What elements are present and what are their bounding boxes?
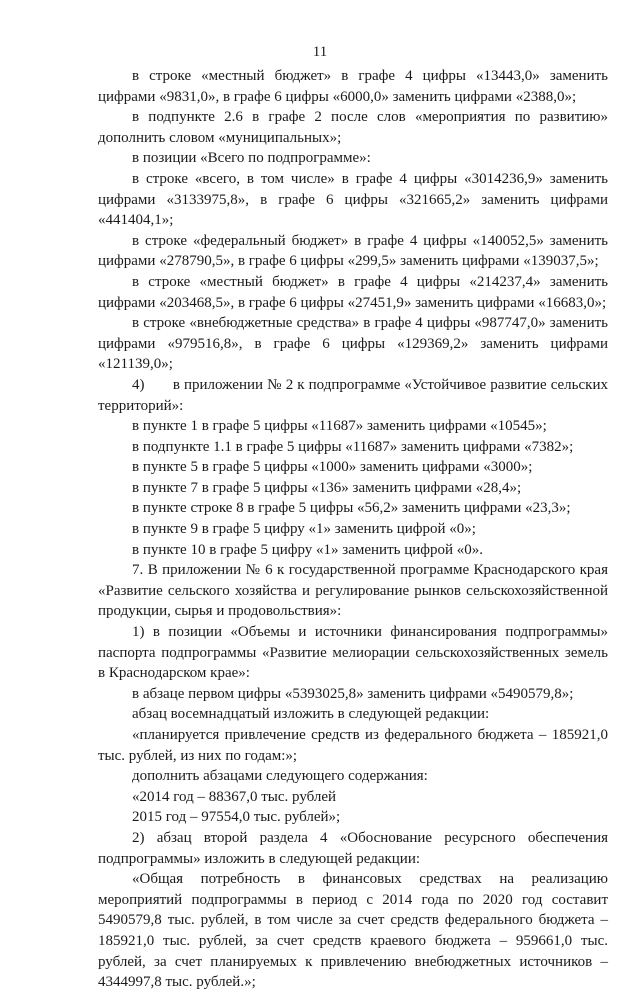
paragraph: в подпункте 1.1 в графе 5 цифры «11687» заменить цифрами «7382»; xyxy=(132,438,574,455)
paragraph: в подпункте 2.6 в графе 2 после слов «мероприятия по развитию» дополнить словом «муниципальных»; xyxy=(98,109,608,146)
paragraph: 4) в приложении № 2 к подпрограмме «Устойчивое развитие сельских территорий»: xyxy=(98,376,608,414)
paragraph: в строке «местный бюджет» в графе 4 цифры «214237,4» заменить цифрами «203468,5», в графе 6 цифры «27451,9» заменить цифрами «16683,0»; xyxy=(98,273,608,311)
paragraph: в строке «внебюджетные средства» в графе 4 цифры «987747,0» заменить цифрами «979516,8», в графе 6 цифры «129369,2» заменить цифрами «121139,0»; xyxy=(98,315,608,373)
paragraph: «Общая потребность в финансовых средствах на реализацию мероприятий подпрограммы в период с 2014 года по 2020 год составит 5490579,8 тыс. рублей, в том числе за счет средств федерального бюджета – 185921,0 тыс. рублей, за счет средств краевого бюджета – 959661,0 тыс. рублей, за счет планируемых к привлечению внебюджетных источников – 4344997,8 тыс. рублей.»; xyxy=(98,871,608,991)
document-body xyxy=(98,66,608,993)
paragraph: в абзаце первом цифры «5393025,8» заменить цифрами «5490579,8»; xyxy=(132,685,574,702)
paragraph: в пункте 9 в графе 5 цифру «1» заменить цифрой «0»; xyxy=(132,521,476,538)
paragraph: в строке «федеральный бюджет» в графе 4 цифры «140052,5» заменить цифрами «278790,5», в графе 6 цифры «299,5» заменить цифрами «139037,5»; xyxy=(98,232,608,270)
paragraph: 1) в позиции «Объемы и источники финансирования подпрограммы» паспорта подпрограммы «Развитие мелиорации сельскохозяйственных земель в Краснодарском крае»: xyxy=(98,624,608,682)
paragraph: в пункте 1 в графе 5 цифры «11687» заменить цифрами «10545»; xyxy=(132,418,547,435)
paragraph: «планируется привлечение средств из федерального бюджета – 185921,0 тыс. рублей, из них по годам:»; xyxy=(98,727,608,764)
paragraph: в пункте 5 в графе 5 цифры «1000» заменить цифрами «3000»; xyxy=(132,459,533,476)
paragraph: 7. В приложении № 6 к государственной программе Краснодарского края «Развитие сельского хозяйства и регулирование рынков сельскохозяйственной продукции, сырья и продовольствия»: xyxy=(98,562,608,620)
paragraph: в пункте строке 8 в графе 5 цифры «56,2» заменить цифрами «23,3»; xyxy=(132,500,571,517)
paragraph: в пункте 7 в графе 5 цифры «136» заменить цифрами «28,4»; xyxy=(132,479,522,496)
paragraph: 2) абзац второй раздела 4 «Обоснование ресурсного обеспечения подпрограммы» изложить в следующей редакции: xyxy=(98,829,608,867)
paragraph: в строке «местный бюджет» в графе 4 цифры «13443,0» заменить цифрами «9831,0», в графе 6 цифры «6000,0» заменить цифрами «2388,0»; xyxy=(98,68,608,105)
paragraph: в позиции «Всего по подпрограмме»: xyxy=(132,150,371,167)
paragraph: «2014 год – 88367,0 тыс. рублей xyxy=(132,788,337,805)
paragraph: 2015 год – 97554,0 тыс. рублей»; xyxy=(132,809,341,826)
paragraph: абзац восемнадцатый изложить в следующей редакции: xyxy=(132,706,490,723)
page-number: 11 xyxy=(312,44,328,60)
paragraph: в строке «всего, в том числе» в графе 4 цифры «3014236,9» заменить цифрами «3133975,8», в графе 6 цифры «321665,2» заменить цифрами «441404,1»; xyxy=(98,170,608,229)
paragraph: в пункте 10 в графе 5 цифру «1» заменить цифрой «0». xyxy=(132,541,484,558)
paragraph: дополнить абзацами следующего содержания: xyxy=(132,768,428,785)
